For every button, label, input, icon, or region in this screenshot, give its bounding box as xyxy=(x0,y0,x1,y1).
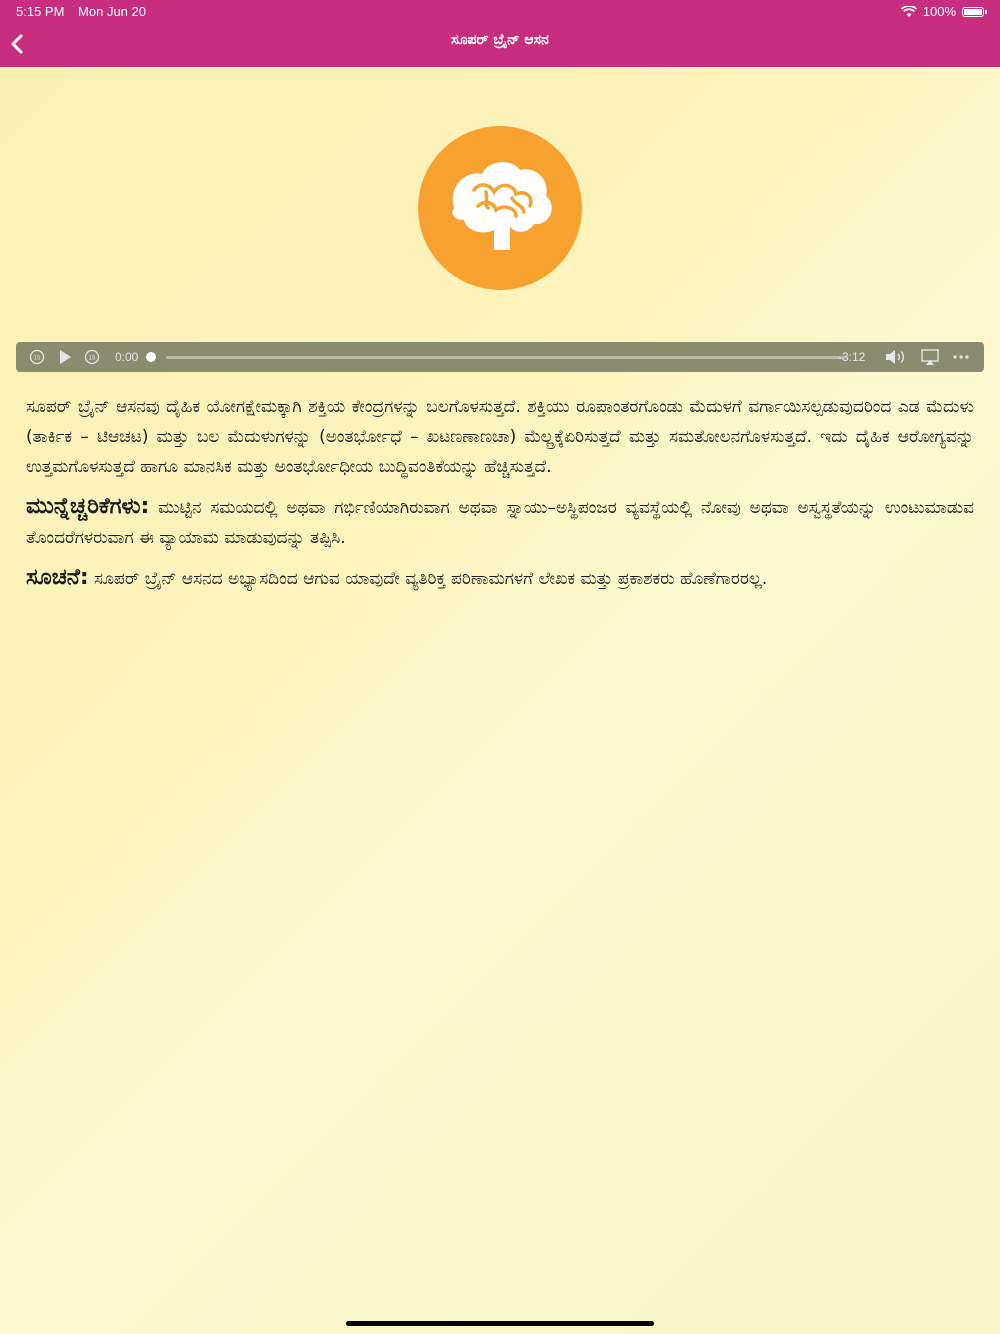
article-content xyxy=(26,392,974,604)
battery-percent: 100% xyxy=(922,4,956,19)
svg-text:15: 15 xyxy=(33,355,41,362)
home-indicator xyxy=(346,1321,654,1326)
brain-logo xyxy=(418,126,582,290)
precautions-paragraph xyxy=(26,492,974,553)
wifi-icon xyxy=(901,6,917,18)
current-time: 0:00 xyxy=(115,350,139,364)
remaining-time: -3:12 xyxy=(838,350,866,364)
brain-icon xyxy=(418,126,582,290)
battery-icon xyxy=(962,7,984,17)
skip-forward-15-icon[interactable] xyxy=(83,348,101,366)
note-paragraph xyxy=(26,563,974,594)
precautions-label: ಮುನ್ನೆಚ್ಚರಿಕೆಗಳು: xyxy=(26,494,150,519)
status-bar-right xyxy=(901,4,984,19)
note-label: ಸೂಚನೆ: xyxy=(26,565,89,590)
page-title: ಸೂಪರ್ ಬ್ರೈನ್ ಆಸನ xyxy=(451,32,549,48)
progress-thumb[interactable] xyxy=(146,352,156,362)
navigation-bar xyxy=(0,0,1000,67)
status-date: Mon Jun 20 xyxy=(78,4,146,19)
status-bar-left xyxy=(16,4,156,19)
audio-player xyxy=(16,342,984,372)
note-text: ಸೂಪರ್ ಬ್ರೈನ್ ಆಸನದ ಅಭ್ಯಾಸದಿಂದ ಆಗುವ ಯಾವುದೇ ವ್ಯತಿರಿಕ್ತ ಪರಿಣಾಮಗಳಗೆ ಲೇಖಕ ಮತ್ತು ಪ್ರಕಾಶಕರು ಹೊಣೆಗಾರರಲ್ಲ. xyxy=(88,569,768,589)
skip-back-15-icon[interactable] xyxy=(28,348,46,366)
svg-text:15: 15 xyxy=(88,355,96,362)
intro-paragraph: ಸೂಪರ್ ಬ್ರೈನ್ ಆಸನವು ದೈಹಿಕ ಯೋಗಕ್ಷೇಮಕ್ಕಾಗಿ ಶಕ್ತಿಯ ಕೇಂದ್ರಗಳನ್ನು ಬಲಗೊಳಸುತ್ತದೆ. ಶಕ್ತಿಯು ರೂಪಾಂತರಗೊಂಡು ಮೆದುಳಗೆ ವರ್ಗಾಯಿಸಲ್ಪಡುವುದರಿಂದ ಎಡ ಮೆದುಳು (ತಾರ್ಕಿಕ – ಟಿಆಚಟ) ಮತ್ತು ಬಲ ಮೆದುಳುಗಳನ್ನು (ಅಂತರ್ಭೋಧೆ – ಖಟಣಣಾಣಚಾ) ಮೆಲ್ಲ್ರಕ್ಕೆಏರಿಸುತ್ತದೆ ಮತ್ತು ಸಮತೋಲನಗೊಳಸುತ್ತದೆ. ಇದು ದೈಹಿಕ ಆರೋಗ್ಯವನ್ನು ಉತ್ತಮಗೊಳಸುತ್ತದೆ ಹಾಗೂ ಮಾನಸಿಕ ಮತ್ತು ಅಂತರ್ಭೋಧೀಯ ಬುದ್ಧಿವಂತಿಕೆಯನ್ನು ಹೆಚ್ಚಿಸುತ್ತದೆ. xyxy=(26,397,974,477)
status-time: 5:15 PM xyxy=(16,4,65,19)
progress-track[interactable] xyxy=(166,356,846,359)
play-icon[interactable] xyxy=(56,348,74,366)
precautions-text: ಮುಟ್ಟಿನ ಸಮಯದಲ್ಲಿ ಅಥವಾ ಗರ್ಭಿಣಿಯಾಗಿರುವಾಗ ಅಥವಾ ಸ್ನಾಯು–ಅಸ್ಥಿಪಂಜರ ವ್ಯವಸ್ಥೆಯಲ್ಲಿ ನೋವು ಅಥವಾ ಅಸ್ವಸ್ಥತೆಯನ್ನು ಉಂಟುಮಾಡುವ ತೊಂದರೆಗಳರುವಾಗ ಈ ವ್ಯಾಯಾಮ ಮಾಡುವುದನ್ನು ತಪ್ಪಿಸಿ. xyxy=(26,498,974,548)
airplay-icon[interactable] xyxy=(920,348,940,366)
volume-icon[interactable] xyxy=(884,348,906,366)
more-options-icon[interactable] xyxy=(951,348,971,366)
